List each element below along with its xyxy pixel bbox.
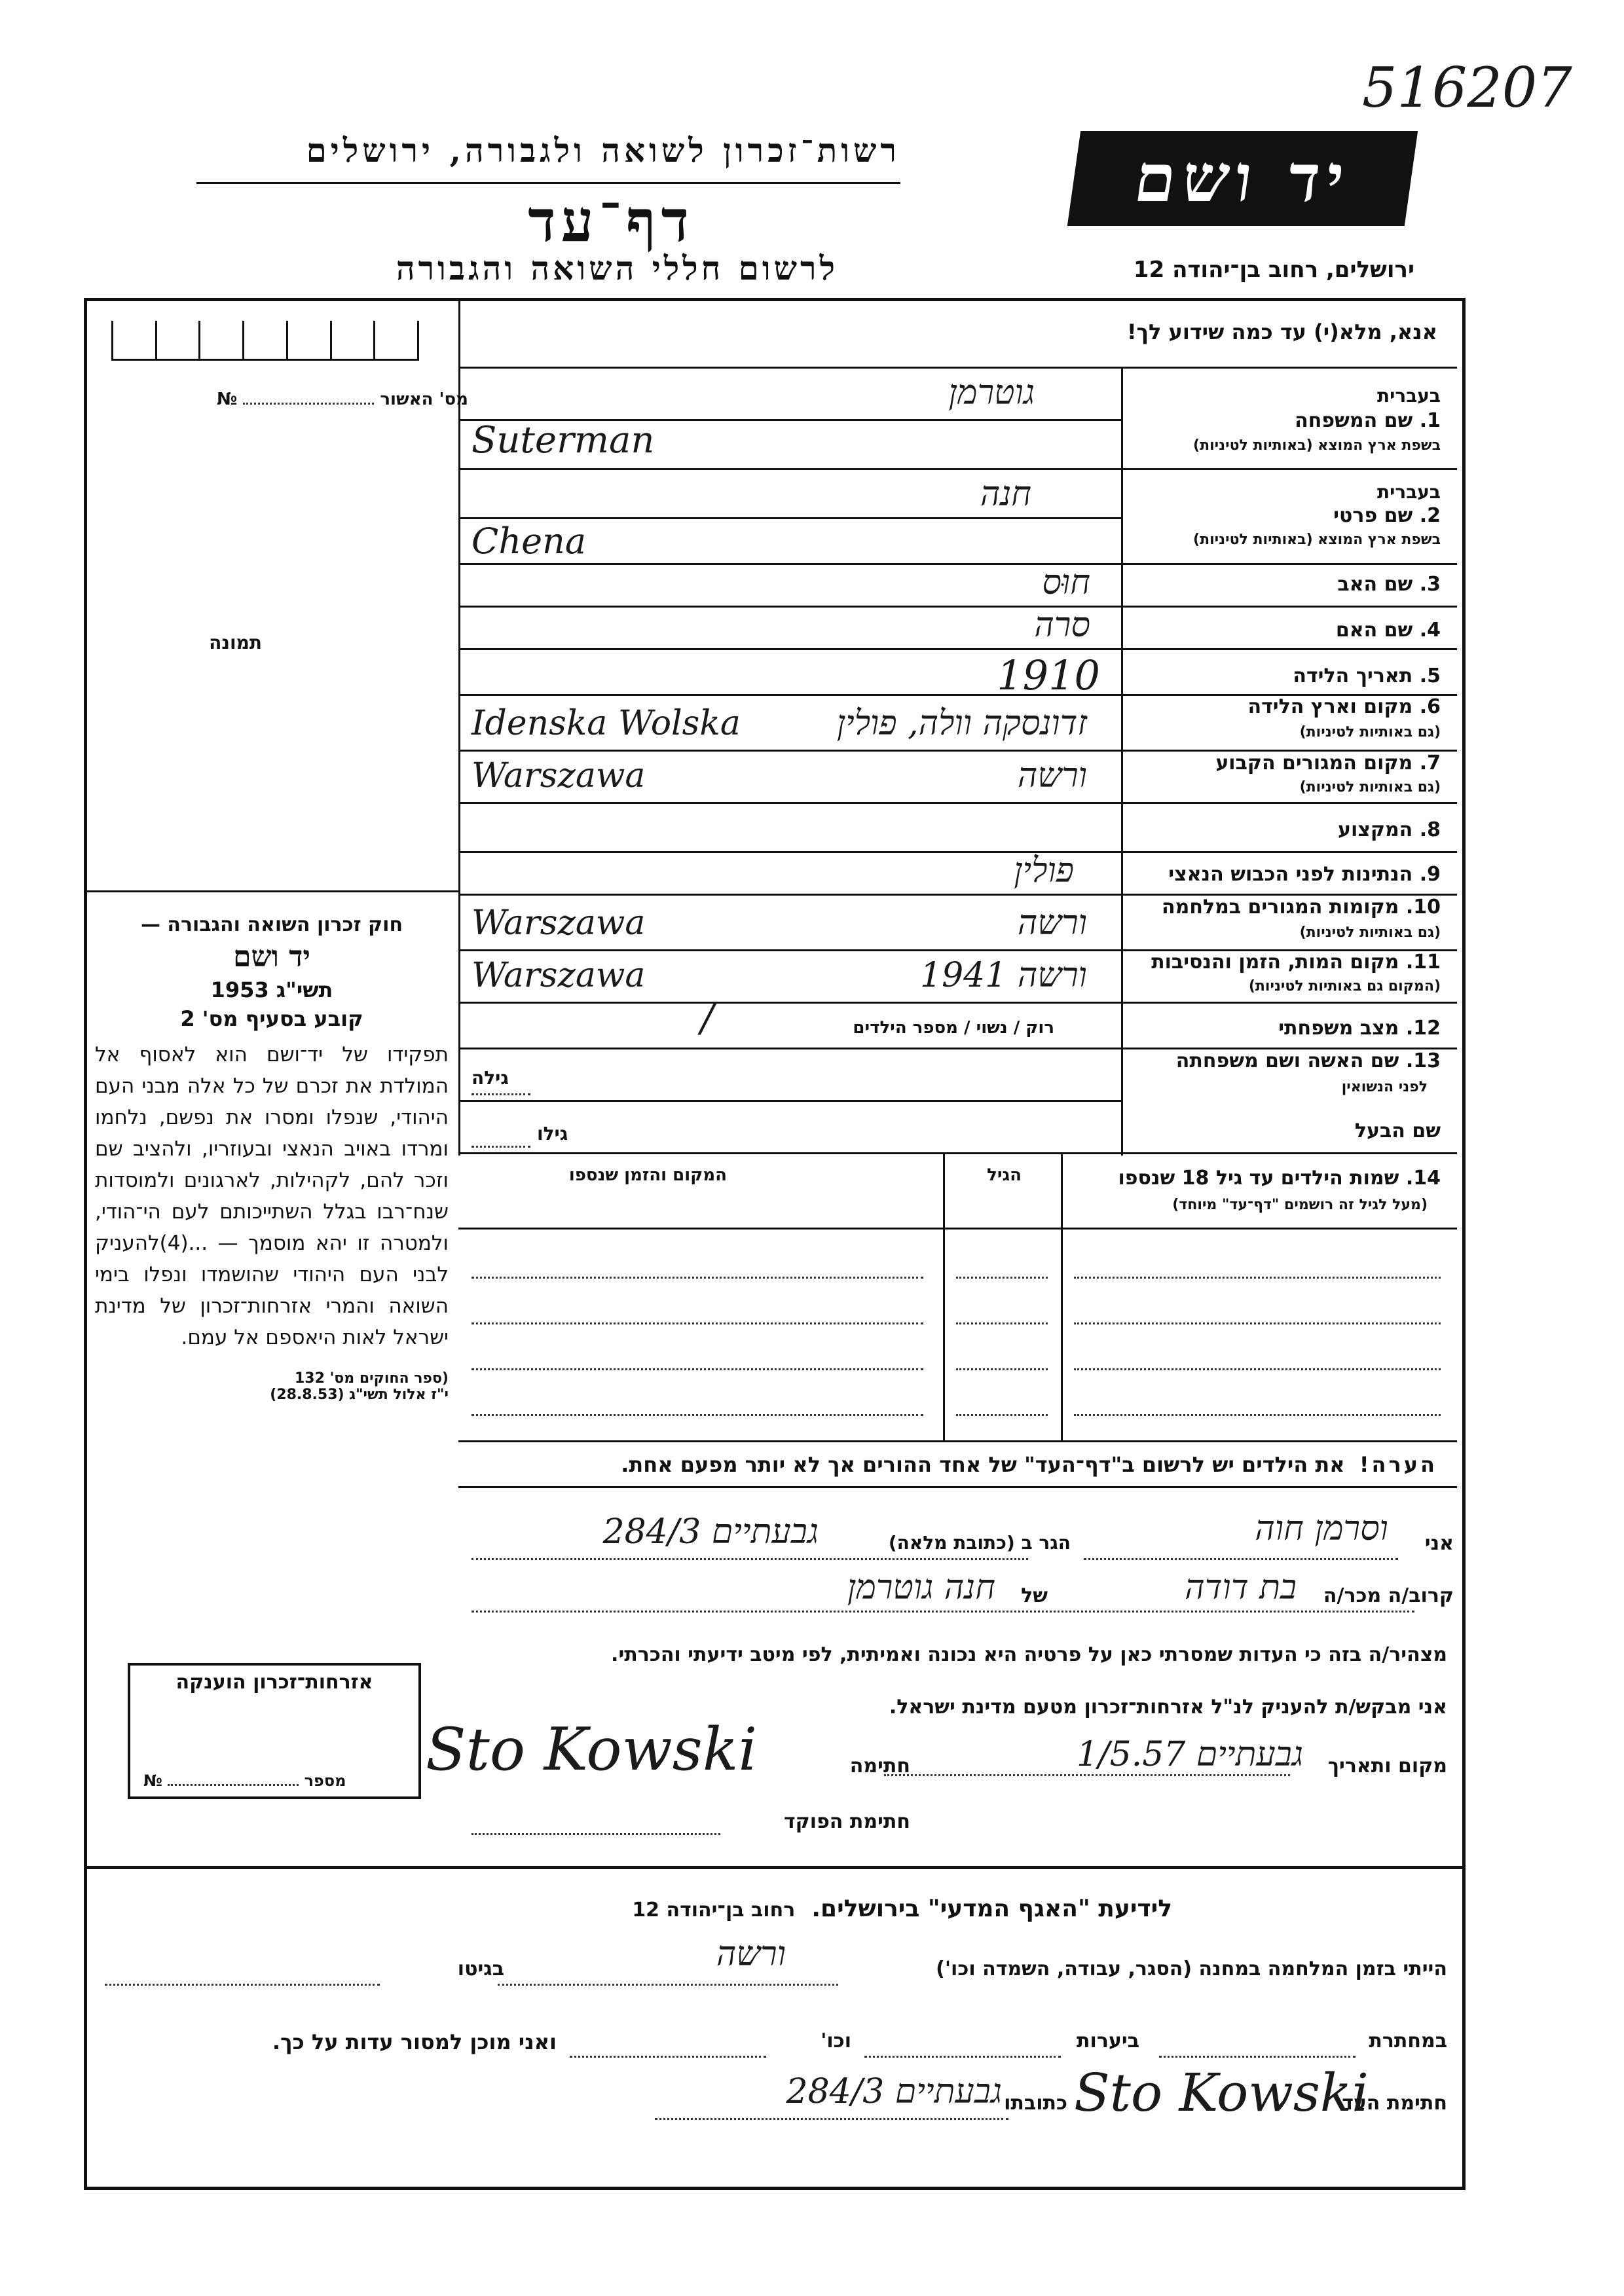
header-rule [196, 182, 900, 184]
birthplace-hebrew: זדונסקה וולה, פולין [836, 704, 1087, 743]
witness-signature: Sto Kowski [1074, 2062, 1369, 2123]
children-header-rule [458, 1228, 1457, 1230]
husband-age-label: גילו [537, 1123, 568, 1144]
row-rule [458, 563, 1457, 565]
row-rule [458, 648, 1457, 650]
of-label: של [1021, 1584, 1048, 1607]
field-6-sub: (גם באותיות לטיניות) [1299, 724, 1441, 740]
nationality: פולין [1014, 851, 1074, 890]
note-rule-top [458, 1440, 1457, 1442]
ready-label: ואני מוכן למסור עדות על כך. [272, 2030, 557, 2054]
officer-signature-label: חתימת הפוקד [784, 1810, 910, 1833]
field-11-label: 11. מקום המות, הזמן והנסיבות [1151, 951, 1441, 974]
husband-age-dots [471, 1146, 530, 1148]
etc-dots [570, 2056, 766, 2058]
children-row [956, 1322, 1048, 1324]
children-row [1074, 1322, 1441, 1324]
field-10-label: 10. מקומות המגורים במלחמה [1162, 896, 1441, 919]
children-row [471, 1277, 923, 1279]
citizenship-number: מספר № [143, 1772, 346, 1790]
relation-value: בת דודה [1185, 1568, 1297, 1607]
header-address: ירושלים, רחוב בן־יהודה 12 [1133, 257, 1414, 283]
children-row [1074, 1368, 1441, 1370]
citizenship-title: אזרחות־זכרון הוענקה [175, 1671, 373, 1694]
law-year: תשי"ג 1953 [210, 977, 333, 1002]
declaration-text: מצהיר/ה בזה כי העדות שמסרתי כאן על פרטיה היא נכונה ואמיתית, לפי מיטב ידיעתי והכרתי. [611, 1643, 1447, 1666]
death-place-hebrew: ורשה 1941 [919, 956, 1087, 995]
field-12-label: 12. מצב משפחתי [1278, 1017, 1441, 1040]
instruction-rule [458, 367, 1457, 369]
place-date-value: גבעתיים 1/5.57 [1076, 1735, 1303, 1774]
children-row [956, 1277, 1048, 1279]
field-3-label: 3. שם האב [1337, 573, 1441, 596]
law-title: חוק זכרון השואה והגבורה — [140, 913, 403, 936]
info-title: לידיעת "האגף המדעי" בירושלים. רחוב בן־יהודה 12 [632, 1895, 1172, 1922]
declarant-name-line [1084, 1558, 1398, 1560]
marital-status-mark: / [701, 995, 714, 1041]
children-label: 14. שמות הילדים עד גיל 18 שנספו [1118, 1167, 1441, 1190]
place-date-label: מקום ותאריך [1327, 1755, 1447, 1777]
law-section: קובע בסעיף מס' 2 [180, 1006, 363, 1031]
photo-label: תמונה [209, 632, 262, 653]
field-2-sub-top: בעברית [1376, 481, 1441, 503]
birthplace-latin: Idenska Wolska [471, 704, 741, 743]
field-9-label: 9. הנתינות לפני הכבוש הנאצי [1168, 863, 1441, 886]
ticks-divider [458, 301, 460, 1156]
forests-label: ביערות [1077, 2030, 1139, 2052]
death-place-latin: Warszawa [471, 956, 646, 995]
surname-hebrew: גוטרמן [948, 373, 1035, 412]
declarant-address-line [471, 1558, 1028, 1560]
archive-number: 516207 [1362, 56, 1572, 120]
surname-latin: Suterman [471, 419, 655, 462]
form-subtitle: לרשום חללי השואה והגבורה [396, 249, 838, 287]
children-place-header: המקום והזמן שנספו [568, 1165, 727, 1185]
witness-signature-label: חתימת העד [1342, 2092, 1447, 2115]
children-row [1074, 1277, 1441, 1279]
camp-line-value: ורשה [716, 1935, 786, 1974]
field-5-label: 5. תאריך הלידה [1293, 665, 1441, 687]
field-13-sub: לפני הנשואין [1341, 1079, 1428, 1095]
wife-age-label: גילה [471, 1067, 509, 1089]
first-name-latin: Chena [471, 520, 587, 562]
father-name: חוּס [1042, 563, 1090, 602]
field-2-sub-bottom: בשפת ארץ המוצא (באותיות לטיניות) [1193, 532, 1441, 548]
forests-dots [864, 2056, 1061, 2058]
wartime-residence-hebrew: ורשה [1017, 903, 1087, 943]
ghetto-label: בגיטו [457, 1958, 504, 1980]
authority-line: רשות־זכרון לשואה ולגבורה, ירושלים [306, 131, 900, 170]
underground-label: במחתרת [1369, 2030, 1447, 2052]
husband-label: שם הבעל [1354, 1120, 1441, 1142]
ghetto-dots [105, 1984, 380, 1986]
info-section-rule [84, 1866, 1462, 1869]
field-1-sub-top: בעברית [1376, 385, 1441, 407]
yad-vashem-logo [1067, 131, 1418, 226]
declarant-address: גבעתיים 284/3 [602, 1512, 819, 1552]
signature-label: חתימה [849, 1755, 910, 1777]
declarant-resides-label: הגר ב (כתובת מלאה) [888, 1532, 1071, 1554]
children-row [471, 1322, 923, 1324]
law-name: יד ושם [233, 940, 310, 974]
residence-latin: Warszawa [471, 756, 646, 795]
children-row [956, 1414, 1048, 1416]
marital-status-options: רוק / נשוי / מספר הילדים [853, 1018, 1054, 1038]
row-rule [458, 851, 1457, 853]
children-age-header: הגיל [987, 1165, 1022, 1185]
law-source-2: י"ז אלול תשי"ג (28.8.53) [270, 1387, 449, 1403]
law-body: תפקידו של יד־ושם הוא לאסוף אל המולדת את זכרם של כל אלה מבני העם היהודי, שנפלו ומסרו את נפשם, נלחמו ומרדו באויב הנאצי ובעוזריו, ולהציב שם וזכר להם, לקהילות, לארגונים ולמוסדות שנח־רבו בגלל השתייכותם לעם הי־הודי, ולמטרה זו יהא מוסמך — ...(4)להעניק לבני העם היהודי שהושמדו ונפלו בימי השואה והמרי אזרחות־זכרון של מדינת ישראל לאות היאספם אל עמם. [95, 1043, 449, 1349]
children-row [471, 1414, 923, 1416]
children-row [1074, 1414, 1441, 1416]
officer-line [471, 1833, 720, 1835]
request-text: אני מבקש/ת להעניק לנ"ל אזרחות־זכרון מטעם מדינת ישראל. [889, 1696, 1447, 1719]
residence-hebrew: ורשה [1017, 756, 1087, 795]
underground-dots [1159, 2056, 1356, 2058]
row-rule [458, 517, 1121, 519]
declarant-signature: Sto Kowski [426, 1715, 758, 1784]
field-1-sub-bottom: בשפת ארץ המוצא (באותיות לטיניות) [1193, 437, 1441, 454]
field-11-sub: (המקום גם באותיות לטיניות) [1248, 978, 1441, 994]
row-rule [458, 802, 1457, 804]
logo-text: יד ושם [1130, 139, 1356, 217]
relation-line [471, 1611, 1414, 1613]
first-name-hebrew: חנה [980, 475, 1031, 514]
wife-age-dots [471, 1093, 530, 1095]
citizenship-box [128, 1663, 421, 1799]
place-date-line [884, 1774, 1290, 1776]
row-rule [458, 468, 1457, 470]
camp-line-label: הייתי בזמן המלחמה במחנה (הסגר, עבודה, השמדה וכו') [936, 1958, 1447, 1980]
law-block [95, 913, 449, 1403]
approval-no-label: מס' האשור № [217, 390, 468, 409]
row-rule [458, 1100, 1121, 1102]
birth-date: 1910 [997, 651, 1100, 699]
note: הערה! את הילדים יש לרשום ב"דף־העד" של אחד ההורים אך לא יותר מפעם אחת. [621, 1452, 1437, 1477]
field-4-label: 4. שם האם [1335, 619, 1441, 642]
law-source-1: (ספר החוקים מס' 132 [294, 1370, 449, 1387]
label-column-divider [1121, 367, 1123, 1156]
field-7-sub: (גם באותיות לטיניות) [1299, 779, 1441, 795]
witness-address: גבעתיים 284/3 [786, 2072, 1002, 2111]
field-7-label: 7. מקום המגורים הקבוע [1215, 752, 1441, 774]
left-col-rule [84, 890, 458, 892]
declarant-i-label: אני [1424, 1532, 1454, 1555]
declarant-name: וסרמן חוה [1255, 1509, 1388, 1548]
wartime-residence-latin: Warszawa [471, 903, 646, 943]
tick-marks [111, 321, 419, 360]
form-title: דף־עד [528, 187, 694, 255]
relation-label: קרוב/ה מכר/ה [1323, 1584, 1454, 1607]
camp-line-dots [498, 1984, 838, 1986]
witness-address-label: כתובתו [1004, 2092, 1067, 2115]
row-rule [458, 606, 1457, 608]
children-row [471, 1368, 923, 1370]
children-col-divider [1061, 1152, 1063, 1440]
instruction-text: אנא, מלא(י) עד כמה שידוע לך! [1126, 319, 1437, 344]
field-2-label: 2. שם פרטי [1333, 504, 1441, 527]
note-rule-bottom [458, 1486, 1457, 1488]
witness-address-dots [655, 2118, 1008, 2120]
field-13-label: 13. שם האשה ושם משפחתה [1175, 1049, 1441, 1072]
children-sub: (מעל לגיל זה רושמים "דף־עד" מיוחד) [1172, 1197, 1428, 1213]
field-1-label: 1. שם המשפחה [1295, 409, 1441, 432]
mother-name: סרה [1034, 606, 1090, 645]
row-rule [458, 1152, 1457, 1154]
etc-label: וכו' [821, 2030, 851, 2052]
row-rule [458, 1002, 1457, 1004]
children-col-divider [943, 1152, 945, 1440]
children-row [956, 1368, 1048, 1370]
field-6-label: 6. מקום וארץ הלידה [1247, 695, 1441, 718]
field-8-label: 8. המקצוע [1337, 818, 1441, 841]
of-name: חנה גוטרמן [847, 1568, 995, 1607]
field-10-sub: (גם באותיות לטיניות) [1299, 924, 1441, 941]
